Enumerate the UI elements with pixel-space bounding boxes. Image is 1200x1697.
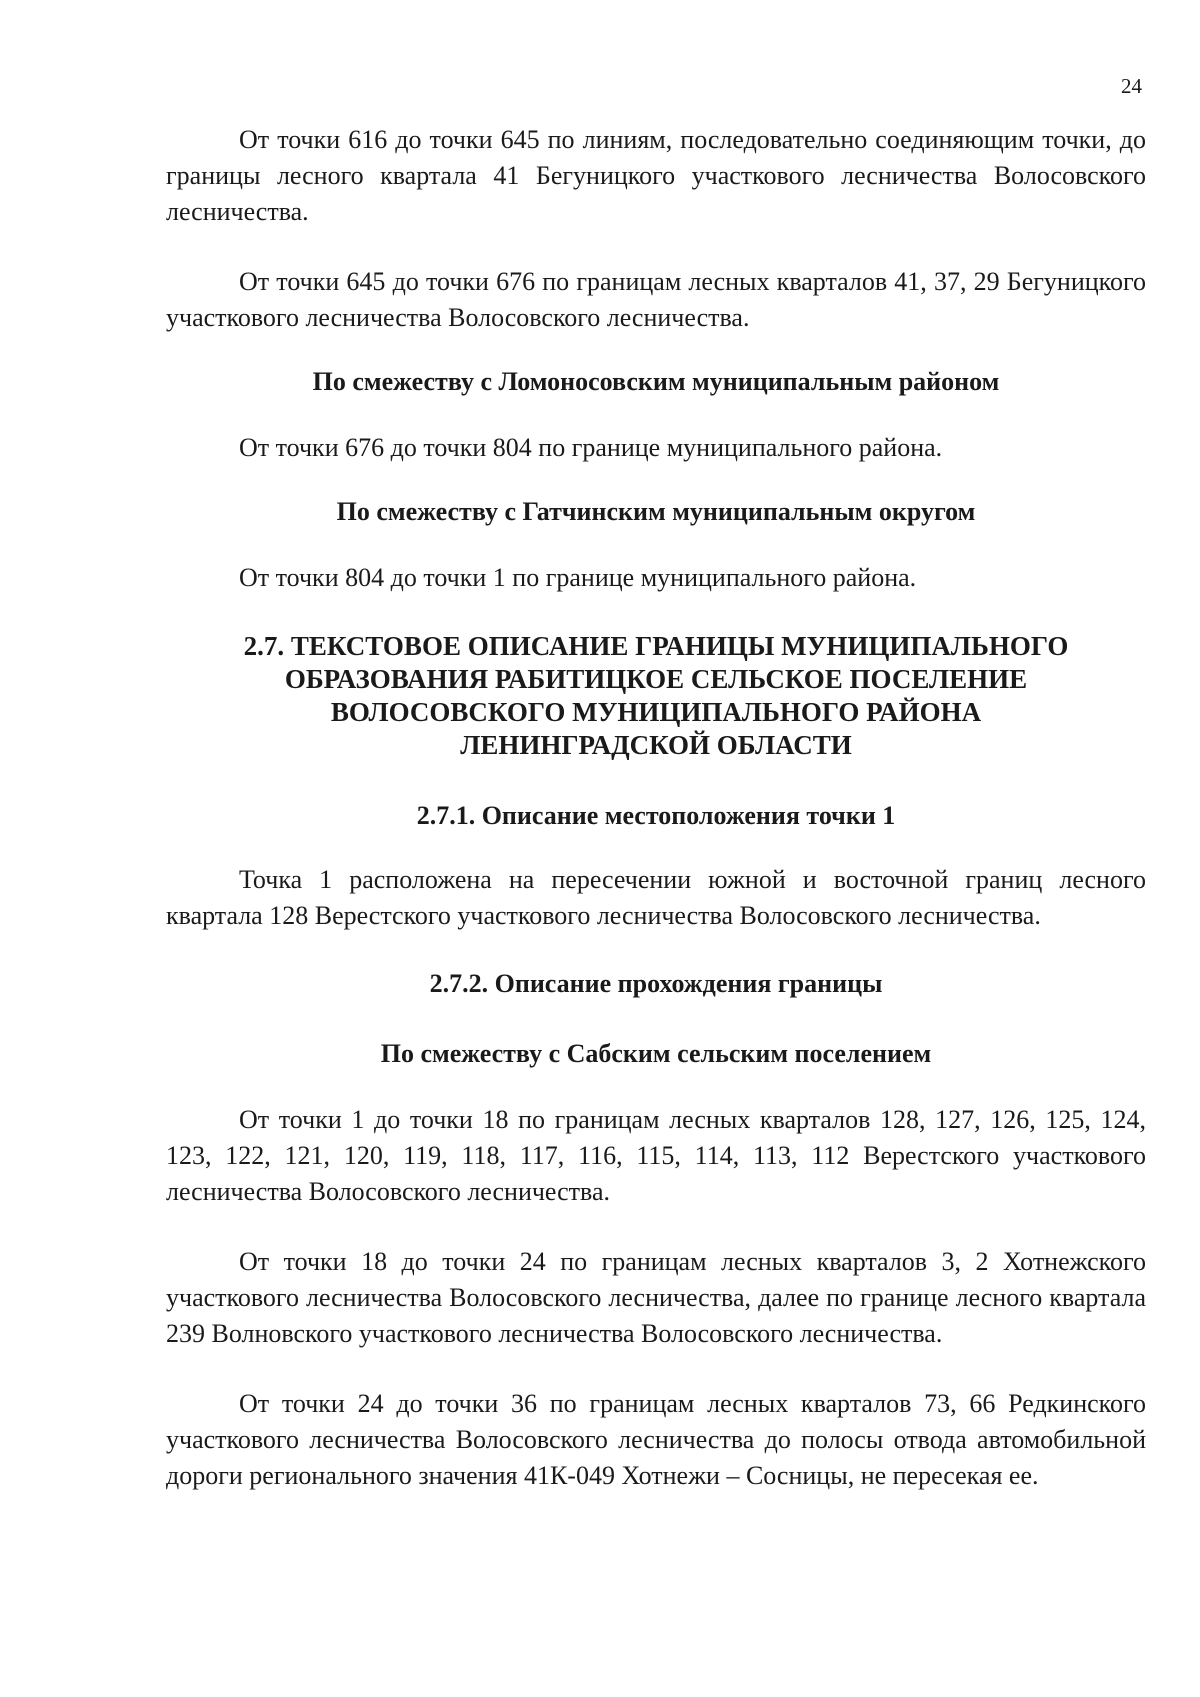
paragraph: От точки 804 до точки 1 по границе муниципального района. [239,563,917,592]
section-title: 2.7. ТЕКСТОВОЕ ОПИСАНИЕ ГРАНИЦЫ МУНИЦИПАЛЬНОГО ОБРАЗОВАНИЯ РАБИТИЦКОЕ СЕЛЬСКОЕ ПОСЕЛЕНИЕ ВОЛОСОВСКОГО МУНИЦИПАЛЬНОГО РАЙОНА ЛЕНИНГРАДСКОЙ ОБЛАСТИ [243,631,1069,760]
paragraph: От точки 645 до точки 676 по границам лесных кварталов 41, 37, 29 Бегуницкого участкового лесничества Волосовского лесничества. [166,267,1146,332]
paragraph: От точки 616 до точки 645 по линиям, последовательно соединяющим точки, до границы лесного квартала 41 Бегуницкого участкового лесничества Волосовского лесничества. [166,125,1146,226]
subsection-heading: По смежеству с Ломоносовским муниципальным районом [312,367,1000,396]
subsection-heading: По смежеству с Гатчинским муниципальным округом [336,497,976,526]
page-number: 24 [1121,74,1142,98]
subsection-heading: 2.7.2. Описание прохождения границы [429,969,883,998]
subsection-heading: По смежеству с Сабским сельским поселением [380,1039,932,1068]
paragraph: От точки 676 до точки 804 по границе муниципального района. [239,433,943,462]
paragraph: От точки 1 до точки 18 по границам лесных кварталов 128, 127, 126, 125, 124, 123, 122, 121, 120, 119, 118, 117, 116, 115, 114, 113, 112 Верестского участкового лесничества Волосовского лесничества. [166,1105,1146,1206]
paragraph: От точки 24 до точки 36 по границам лесных кварталов 73, 66 Редкинского участкового лесничества Волосовского лесничества до полосы отвода автомобильной дороги регионального значения 41К-049 Хотнежи – Сосницы, не пересекая ее. [166,1389,1146,1490]
document-body [166,122,1146,1494]
paragraph: От точки 18 до точки 24 по границам лесных кварталов 3, 2 Хотнежского участкового лесничества Волосовского лесничества, далее по границе лесного квартала 239 Волновского участкового лесничества Волосовского лесничества. [166,1247,1146,1348]
paragraph: Точка 1 расположена на пересечении южной и восточной границ лесного квартала 128 Верестского участкового лесничества Волосовского лесничества. [166,865,1146,930]
subsection-heading: 2.7.1. Описание местоположения точки 1 [416,801,896,830]
